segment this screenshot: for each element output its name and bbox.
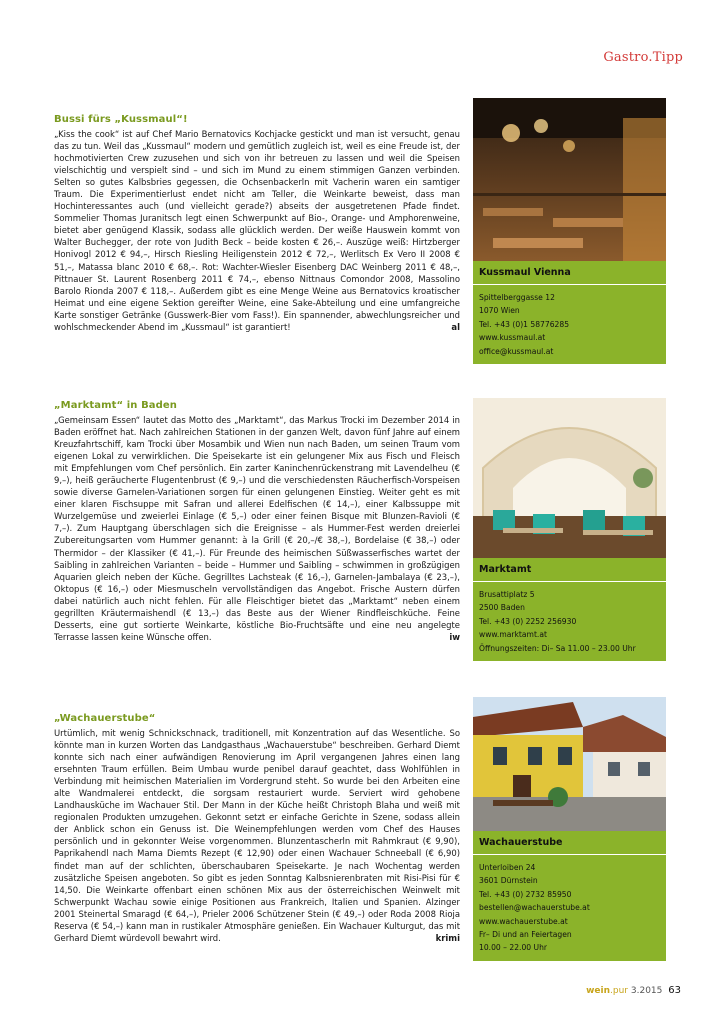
info-line: Tel. +43 (0)1 58776285	[479, 319, 570, 329]
article-body: „Kiss the cook“ ist auf Chef Mario Bernatovics Kochjacke gestickt und man ist versucht, genau das zu tun. Weil das „Kussmaul“ modern und gemütlich zugleich ist, weil es eine Freude ist, der hochmotivierten Crew zuzusehen und sich von ihr betreuen zu lassen und weil die Speisen vielschichtig und verspielt sind – und sich im Mund zu einem stimmigen Ganzen verbinden. Selten so gutes Kalbsbries gegessen, die Ochsenbackerln mit Vacherin waren ein samtiger Traum. Die Experimentierlust endet nicht am Teller, die Weinkarte beweist, dass man Hochinteressantes auch (und vielleicht gerade?) abseits der ausgetretenen Pfade findet. Sommelier Thomas Juranitsch legt einen Schwerpunkt auf Bio-, Orange- und Amphorenweine, bietet aber genügend Klassik, sodass alle glücklich werden. Der weiße Hauswein kommt von Walter Buchegger, der rote von Judith Beck – beide kosten € 26,–. Auszüge weiß: Hirtzberger Honivogl 2012 € 94,–, Hirsch Riesling Heiligenstein 2012 € 72,–, Werlitsch Ex Vero II 2008 € 51,–, Matassa blanc 2010 € 68,–. Rot: Wachter-Wiesler Eisenberg DAC Weinberg 2011 € 48,–, Pittnauer St. Laurent Rosenberg 2011 € 74,–, ebenso Nittnaus Comondor 2008, Massolino Barolo Rionda 2007 € 118,–. Außerdem gibt es eine Menge Weine aus Bernatovics kroatischer Heimat und eine eigene Sektion gereifter Weine, eine Sake-Abteilung und eine umfangreiche Karte sonstiger Getränke (Gusswerk-Bier vom Fass!). Ein spannender, abwechlungsreicher und wohlschmeckender Abend im „Kussmaul“ ist garantiert! al	[54, 129, 460, 332]
info-line: Tel. +43 (0) 2252 256930	[479, 616, 577, 626]
section-title: Gastro.Tipp	[603, 50, 683, 65]
restaurant-name: Wachauerstube	[479, 837, 563, 848]
page-footer	[586, 985, 681, 996]
restaurant-photo	[473, 697, 666, 831]
restaurant-photo	[473, 398, 666, 558]
sidebar-wachauerstube	[473, 697, 666, 961]
info-line: Fr– Di und an Feiertagen	[479, 930, 572, 940]
article-body: Urtümlich, mit wenig Schnickschnack, traditionell, mit Konzentration auf das Wesentliche. So könnte man in kurzen Worten das Landgasthaus „Wachauerstube“ beschreiben. Gerhard Diemt konnte sich nach einer aufwändigen Renovierung im April vergangenen Jahres einen lang ersehnten Traum erfüllen. Beim Umbau wurde penibel darauf geachtet, dass Wohlfühlen in Verbindung mit heimischen Materialien im Vordergrund steht. So wurde bei den Arbeiten eine alte Wandmalerei entdeckt, die sorgsam restauriert wurde. Serviert wird gehobene Landhausküche im Wachauer Stil. Der Mann in der Küche heißt Christoph Blaha und weiß mit regionalen Produkten umzugehen. Gekonnt setzt er einfache Gerichte in Szene, sodass allein der Anblick schon ein Genuss ist. Die Weinempfehlungen werden vom Chef des Hauses persönlich und in gekonnter Weise vorgenommen. Blunzentascherln mit Rahmkraut (€ 9,90), Paprikahendl nach Mama Diemts Rezept (€ 12,90) oder einen Wachauer Schneeball (€ 6,90) findet man auf der schlichten, überschaubaren Speisekarte. Je nach Wochentag werden zusätzliche Speisen angeboten. So gibt es jeden Sonntag Kalbsnierenbraten mit Risi-Pisi für € 14,50. Die Weinkarte offenbart einen schönen Mix aus der österreichischen Weinwelt mit Schwerpunkt Wachau sowie einige Positionen aus Frankreich, Italien und Spanien. Alzinger 2001 Steinertal Smaragd (€ 64,–), Prieler 2006 Schützener Stein (€ 49,–) oder Roda 2008 Rioja Reserva (€ 54,–) kann man in rustikaler Atmosphäre genießen. Ein Wachauer Kulturgut, das mit Gerhard Diemt würdevoll bewahrt wird. krimi	[54, 728, 460, 943]
sidebar-marktamt	[473, 398, 666, 661]
restaurant-photo	[473, 98, 666, 261]
info-line: Brusattiplatz 5	[479, 590, 535, 599]
info-box	[473, 261, 666, 364]
info-email[interactable]: bestellen@wachauerstube.at	[479, 903, 590, 913]
author-initials: iw	[449, 631, 460, 642]
info-line: Unterloiben 24	[479, 863, 536, 872]
divider	[473, 284, 666, 285]
info-line: 10.00 – 22.00 Uhr	[479, 943, 548, 953]
divider	[473, 854, 666, 855]
article-title: „Marktamt“ in Baden	[54, 400, 177, 411]
article-body: „Gemeinsam Essen“ lautet das Motto des „Marktamt“, das Markus Trocki im Dezember 2014 in Baden eröffnet hat. Nach zahlreichen Stationen in der ganzen Welt, davon fünf Jahre auf einem Kreuzfahrtschiff, kam Trocki über Mosambik und Wien nun nach Baden, um seinen Traum vom eigenen Lokal zu verwirklichen. Die Speisekarte ist ein gelungener Mix aus Fisch und Fleisch mit Empfehlungen vom Chef persönlich. Ein zarter Kaninchenrückenstrang mit Lavendelheu (€ 9,–), heiß geräucherte Flugentenbrust (€ 9,–) und die verschiedensten Räucherfisch-Vorspeisen sowie diverse Garnelen-Variationen sorgen für einen gelungenen Einstieg. Weiter geht es mit einer klaren Fischsuppe mit Safran und allerei Edelfischen (€ 14,–), einer Kalbssuppe mit Wurzelgemüse und zweierlei Einlage (€ 5,–) oder einer feinen Bisque mit Blunzen-Ravioli (€ 7,–). Zum Hauptgang überschlagen sich die Ereignisse – als Hummer-Fest werden dreierlei Zubereitungsarten vom Hummer genannt: à la Grill (€ 20,–/€ 38,–), Bordelaise (€ 38,–) oder Thermidor – der Klassiker (€ 41,–). Für Freunde des heimischen Süßwasserfisches wartet der Saibling in zahlreichen Varianten – beide – Hummer und Saibling – schwimmen in großzügigen Aquarien gleich neben der Küche. Gegrilltes Lachsteak (€ 16,–), Garnelen-Jambalaya (€ 23,–), Oktopus (€ 16,–) oder Miesmuscheln vervollständigen das Angebot. Frische Austern dürfen dabei natürlich auch nicht fehlen. Für alle Fleischtiger bietet das „Marktamt“ neben einem gegrillten Kräutermaishendl (€ 13,–) das Beste aus der Wiener Rindfleischküche. Feine Desserts, eine gut sortierte Weinkarte, köstliche Bio-Fruchtsäfte und eine neu angelegte Terrasse lassen keine Wünsche offen. iw	[54, 415, 460, 642]
info-box	[473, 831, 666, 961]
info-link[interactable]: www.kussmaul.at	[479, 333, 546, 343]
info-line: Spittelberggasse 12	[479, 293, 555, 302]
article-marktamt	[54, 400, 460, 643]
restaurant-name: Marktamt	[479, 564, 532, 575]
info-line: 1070 Wien	[479, 306, 520, 316]
article-title: Bussi fürs „Kussmaul“!	[54, 114, 188, 125]
page-number: 63	[668, 985, 681, 996]
info-line: Tel. +43 (0) 2732 85950	[479, 889, 572, 899]
sidebar-kussmaul	[473, 98, 666, 364]
issue-number: 3.2015	[630, 986, 663, 996]
info-line: 2500 Baden	[479, 603, 525, 613]
info-line: 3601 Dürnstein	[479, 876, 538, 886]
author-initials: krimi	[435, 932, 460, 943]
author-initials: al	[451, 321, 460, 332]
info-box	[473, 558, 666, 661]
divider	[473, 581, 666, 582]
info-email[interactable]: office@kussmaul.at	[479, 346, 554, 356]
restaurant-name: Kussmaul Vienna	[479, 267, 571, 278]
brand-logo: wein	[586, 986, 611, 996]
info-link[interactable]: www.wachauerstube.at	[479, 916, 568, 926]
info-line: Öffnungszeiten: Di– Sa 11.00 – 23.00 Uhr	[479, 643, 636, 653]
article-title: „Wachauerstube“	[54, 713, 156, 724]
article-kussmaul	[54, 114, 460, 333]
brand-suffix: .pur	[610, 986, 629, 996]
info-link[interactable]: www.marktamt.at	[479, 630, 547, 640]
article-wachauerstube	[54, 713, 460, 944]
